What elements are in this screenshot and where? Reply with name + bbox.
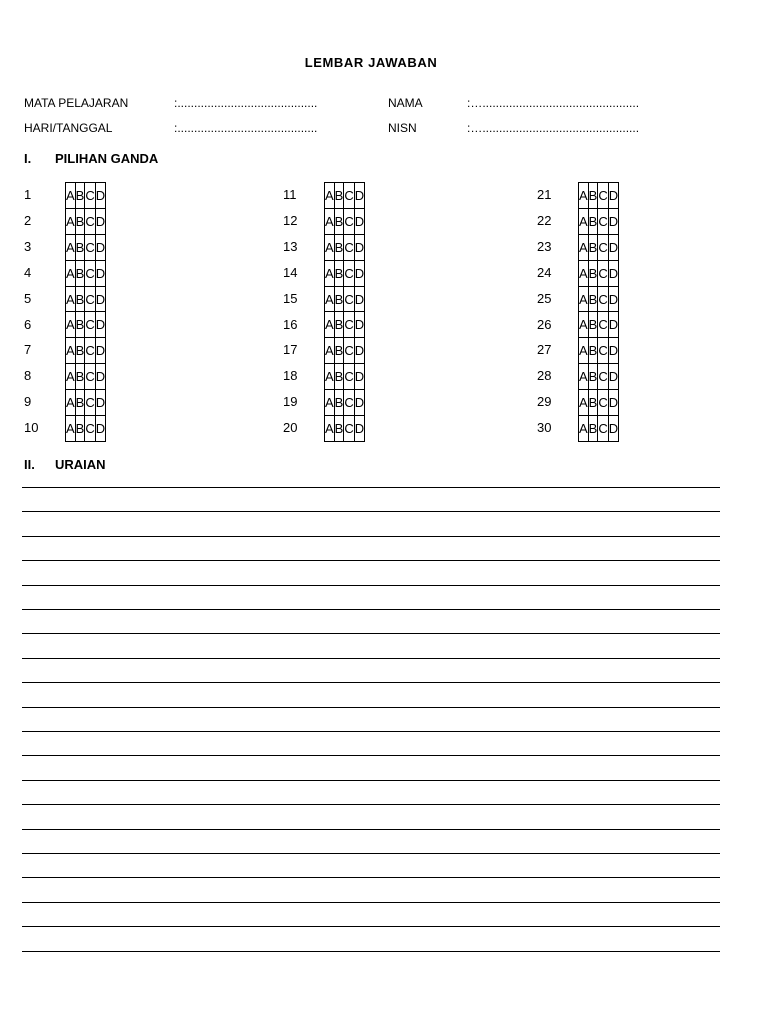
choice-a-cell[interactable]: A [66, 183, 76, 209]
choice-a-cell[interactable]: A [66, 390, 76, 416]
choice-b-cell[interactable]: B [334, 208, 344, 234]
choice-d-cell[interactable]: D [354, 234, 364, 260]
section-1-number: I. [24, 151, 32, 166]
essay-line[interactable] [22, 731, 720, 732]
choice-d-cell[interactable]: D [354, 260, 364, 286]
essay-line[interactable] [22, 633, 720, 634]
answer-row [579, 286, 619, 312]
answer-row [325, 338, 365, 364]
question-number: 17 [283, 342, 298, 358]
choice-c-cell[interactable]: C [344, 312, 354, 338]
choice-d-cell[interactable]: D [95, 364, 105, 390]
choice-a-cell[interactable]: A [325, 183, 335, 209]
answer-row [66, 183, 106, 209]
choice-d-cell[interactable]: D [608, 260, 618, 286]
choice-b-cell[interactable]: B [588, 260, 598, 286]
choice-a-cell[interactable]: A [325, 312, 335, 338]
choice-d-cell[interactable]: D [354, 416, 364, 442]
choice-d-cell[interactable]: D [95, 338, 105, 364]
choice-c-cell[interactable]: C [85, 416, 95, 442]
choice-b-cell[interactable]: B [588, 234, 598, 260]
essay-line[interactable] [22, 609, 720, 610]
answer-row [66, 312, 106, 338]
answer-row [579, 364, 619, 390]
question-number: 29 [537, 394, 552, 410]
choice-c-cell[interactable]: C [344, 234, 354, 260]
answer-row [66, 390, 106, 416]
choice-c-cell[interactable]: C [85, 208, 95, 234]
essay-line[interactable] [22, 853, 720, 854]
essay-line[interactable] [22, 755, 720, 756]
choice-b-cell[interactable]: B [75, 364, 85, 390]
choice-d-cell[interactable]: D [354, 208, 364, 234]
choice-a-cell[interactable]: A [66, 260, 76, 286]
answer-row [325, 260, 365, 286]
choice-b-cell[interactable]: B [588, 286, 598, 312]
answer-row [325, 364, 365, 390]
choice-c-cell[interactable]: C [344, 260, 354, 286]
question-number: 27 [537, 342, 552, 358]
answer-row [325, 234, 365, 260]
choice-c-cell[interactable]: C [598, 390, 608, 416]
choice-b-cell[interactable]: B [75, 338, 85, 364]
choice-b-cell[interactable]: B [588, 183, 598, 209]
choice-c-cell[interactable]: C [344, 286, 354, 312]
choice-c-cell[interactable]: C [85, 312, 95, 338]
answer-row [325, 312, 365, 338]
choice-c-cell[interactable]: C [344, 416, 354, 442]
nisn-field[interactable]: :…............................................... [467, 121, 640, 135]
choice-b-cell[interactable]: B [75, 260, 85, 286]
name-label: NAMA [388, 96, 423, 110]
choice-a-cell[interactable]: A [579, 208, 589, 234]
choice-a-cell[interactable]: A [66, 338, 76, 364]
date-field[interactable]: :.......................................... [174, 121, 318, 135]
subject-field[interactable]: :.......................................... [174, 96, 318, 110]
section-2-number: II. [24, 457, 35, 472]
page-title: LEMBAR JAWABAN [304, 55, 438, 70]
question-number: 13 [283, 238, 298, 254]
answer-row [66, 286, 106, 312]
choice-c-cell[interactable]: C [85, 260, 95, 286]
choice-c-cell[interactable]: C [85, 390, 95, 416]
choice-a-cell[interactable]: A [579, 416, 589, 442]
choice-a-cell[interactable]: A [579, 338, 589, 364]
choice-c-cell[interactable]: C [85, 364, 95, 390]
answer-row [579, 208, 619, 234]
answer-row [66, 416, 106, 442]
choice-d-cell[interactable]: D [95, 208, 105, 234]
answer-row [579, 183, 619, 209]
choice-c-cell[interactable]: C [85, 286, 95, 312]
choice-b-cell[interactable]: B [334, 234, 344, 260]
choice-c-cell[interactable]: C [598, 286, 608, 312]
choice-d-cell[interactable]: D [608, 183, 618, 209]
question-number: 10 [24, 420, 39, 436]
answer-row [325, 416, 365, 442]
choice-b-cell[interactable]: B [334, 416, 344, 442]
essay-line[interactable] [22, 926, 720, 927]
choice-a-cell[interactable]: A [579, 183, 589, 209]
choice-d-cell[interactable]: D [354, 183, 364, 209]
choice-b-cell[interactable]: B [334, 390, 344, 416]
essay-line[interactable] [22, 511, 720, 512]
choice-c-cell[interactable]: C [598, 260, 608, 286]
choice-d-cell[interactable]: D [608, 338, 618, 364]
choice-d-cell[interactable]: D [95, 416, 105, 442]
question-number: 18 [283, 368, 298, 384]
answer-row [579, 260, 619, 286]
choice-c-cell[interactable]: C [598, 338, 608, 364]
choice-b-cell[interactable]: B [334, 183, 344, 209]
choice-d-cell[interactable]: D [608, 234, 618, 260]
choice-b-cell[interactable]: B [75, 286, 85, 312]
choice-a-cell[interactable]: A [579, 234, 589, 260]
choice-d-cell[interactable]: D [608, 364, 618, 390]
choice-b-cell[interactable]: B [75, 416, 85, 442]
choice-a-cell[interactable]: A [325, 416, 335, 442]
choice-b-cell[interactable]: B [75, 183, 85, 209]
choice-a-cell[interactable]: A [579, 390, 589, 416]
choice-b-cell[interactable]: B [75, 208, 85, 234]
choice-c-cell[interactable]: C [344, 338, 354, 364]
answer-row [579, 312, 619, 338]
choice-b-cell[interactable]: B [588, 364, 598, 390]
question-number: 22 [537, 212, 552, 228]
essay-line[interactable] [22, 951, 720, 952]
question-number: 4 [24, 264, 32, 280]
question-number: 2 [24, 212, 32, 228]
choice-b-cell[interactable]: B [334, 338, 344, 364]
section-2-title: URAIAN [55, 457, 106, 472]
name-field[interactable]: :…............................................... [467, 96, 640, 110]
choice-d-cell[interactable]: D [608, 312, 618, 338]
essay-line[interactable] [22, 877, 720, 878]
essay-line[interactable] [22, 780, 720, 781]
answer-row [66, 234, 106, 260]
question-number: 7 [24, 342, 32, 358]
choice-d-cell[interactable]: D [608, 390, 618, 416]
choice-b-cell[interactable]: B [75, 390, 85, 416]
choice-b-cell[interactable]: B [588, 312, 598, 338]
choice-c-cell[interactable]: C [598, 364, 608, 390]
answer-grid [65, 182, 106, 442]
essay-line[interactable] [22, 658, 720, 659]
choice-d-cell[interactable]: D [608, 416, 618, 442]
choice-c-cell[interactable]: C [598, 312, 608, 338]
question-number: 19 [283, 394, 298, 410]
essay-line[interactable] [22, 560, 720, 561]
choice-b-cell[interactable]: B [334, 286, 344, 312]
choice-b-cell[interactable]: B [334, 364, 344, 390]
choice-c-cell[interactable]: C [344, 183, 354, 209]
question-number: 5 [24, 290, 32, 306]
answer-row [579, 416, 619, 442]
choice-b-cell[interactable]: B [588, 338, 598, 364]
choice-d-cell[interactable]: D [95, 312, 105, 338]
answer-row [579, 338, 619, 364]
answer-row [325, 286, 365, 312]
choice-a-cell[interactable]: A [325, 338, 335, 364]
choice-d-cell[interactable]: D [608, 208, 618, 234]
choice-d-cell[interactable]: D [354, 390, 364, 416]
essay-line[interactable] [22, 585, 720, 586]
choice-d-cell[interactable]: D [95, 260, 105, 286]
question-number: 25 [537, 290, 552, 306]
question-number: 23 [537, 238, 552, 254]
choice-a-cell[interactable]: A [579, 364, 589, 390]
essay-line[interactable] [22, 902, 720, 903]
question-number: 20 [283, 420, 298, 436]
choice-d-cell[interactable]: D [354, 286, 364, 312]
essay-line[interactable] [22, 707, 720, 708]
choice-a-cell[interactable]: A [579, 286, 589, 312]
choice-c-cell[interactable]: C [598, 183, 608, 209]
answer-row [325, 183, 365, 209]
choice-d-cell[interactable]: D [95, 183, 105, 209]
answer-row [579, 234, 619, 260]
answer-row [579, 390, 619, 416]
choice-b-cell[interactable]: B [588, 390, 598, 416]
choice-b-cell[interactable]: B [588, 208, 598, 234]
choice-c-cell[interactable]: C [598, 208, 608, 234]
choice-a-cell[interactable]: A [66, 286, 76, 312]
choice-a-cell[interactable]: A [325, 234, 335, 260]
question-number: 1 [24, 187, 32, 202]
choice-d-cell[interactable]: D [354, 338, 364, 364]
choice-b-cell[interactable]: B [334, 312, 344, 338]
question-number: 21 [537, 187, 552, 202]
choice-a-cell[interactable]: A [325, 208, 335, 234]
answer-grid [324, 182, 365, 442]
choice-b-cell[interactable]: B [75, 312, 85, 338]
choice-c-cell[interactable]: C [598, 234, 608, 260]
choice-b-cell[interactable]: B [334, 260, 344, 286]
essay-line[interactable] [22, 804, 720, 805]
choice-a-cell[interactable]: A [66, 312, 76, 338]
question-number: 28 [537, 368, 552, 384]
answer-row [325, 208, 365, 234]
answer-row [66, 260, 106, 286]
section-1-title: PILIHAN GANDA [55, 151, 159, 166]
choice-c-cell[interactable]: C [85, 338, 95, 364]
answer-row [66, 364, 106, 390]
subject-label: MATA PELAJARAN [24, 96, 129, 110]
answer-row [66, 338, 106, 364]
choice-c-cell[interactable]: C [344, 390, 354, 416]
essay-line[interactable] [22, 487, 720, 488]
answer-row [325, 390, 365, 416]
choice-b-cell[interactable]: B [75, 234, 85, 260]
question-number: 6 [24, 316, 32, 332]
answer-grid [578, 182, 619, 442]
answer-row [66, 208, 106, 234]
choice-d-cell[interactable]: D [95, 286, 105, 312]
question-number: 26 [537, 316, 552, 332]
question-number: 14 [283, 264, 298, 280]
choice-d-cell[interactable]: D [354, 364, 364, 390]
choice-c-cell[interactable]: C [85, 234, 95, 260]
question-number: 3 [24, 238, 32, 254]
choice-d-cell[interactable]: D [95, 390, 105, 416]
choice-a-cell[interactable]: A [66, 208, 76, 234]
choice-a-cell[interactable]: A [66, 234, 76, 260]
choice-c-cell[interactable]: C [344, 364, 354, 390]
question-number: 16 [283, 316, 298, 332]
nisn-label: NISN [388, 121, 417, 135]
choice-a-cell[interactable]: A [66, 364, 76, 390]
choice-c-cell[interactable]: C [85, 183, 95, 209]
choice-a-cell[interactable]: A [325, 390, 335, 416]
choice-b-cell[interactable]: B [588, 416, 598, 442]
question-number: 8 [24, 368, 32, 384]
choice-a-cell[interactable]: A [66, 416, 76, 442]
question-number: 24 [537, 264, 552, 280]
question-number: 12 [283, 212, 298, 228]
question-number: 9 [24, 394, 32, 410]
choice-d-cell[interactable]: D [354, 312, 364, 338]
choice-d-cell[interactable]: D [95, 234, 105, 260]
question-number: 30 [537, 420, 552, 436]
choice-a-cell[interactable]: A [325, 286, 335, 312]
choice-d-cell[interactable]: D [608, 286, 618, 312]
choice-c-cell[interactable]: C [344, 208, 354, 234]
question-number: 15 [283, 290, 298, 306]
question-number: 11 [283, 187, 297, 202]
choice-c-cell[interactable]: C [598, 416, 608, 442]
choice-a-cell[interactable]: A [325, 260, 335, 286]
essay-line[interactable] [22, 536, 720, 537]
essay-line[interactable] [22, 682, 720, 683]
choice-a-cell[interactable]: A [325, 364, 335, 390]
essay-line[interactable] [22, 829, 720, 830]
choice-a-cell[interactable]: A [579, 312, 589, 338]
date-label: HARI/TANGGAL [24, 121, 113, 135]
choice-a-cell[interactable]: A [579, 260, 589, 286]
